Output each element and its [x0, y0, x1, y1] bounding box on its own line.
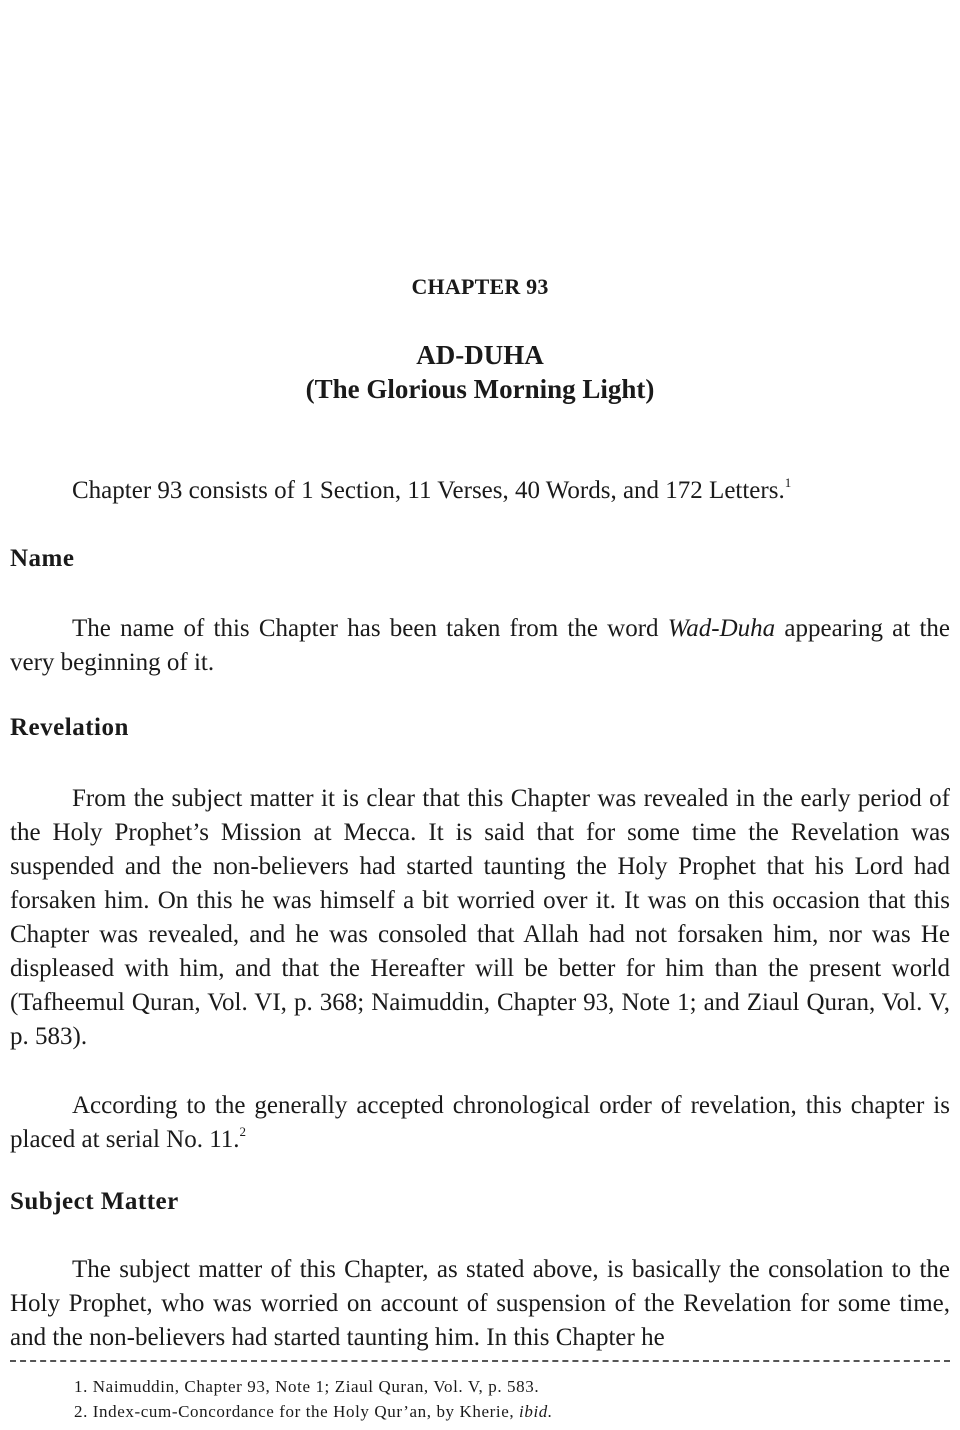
chapter-title: AD-DUHA	[416, 340, 544, 370]
revelation-text-2: According to the generally accepted chronological order of revelation, this chapter is placed at serial No. 11.	[10, 1092, 950, 1153]
footnote-2-italic: ibid.	[519, 1402, 553, 1421]
chapter-subtitle: (The Glorious Morning Light)	[305, 374, 655, 404]
footnote-ref-2: 2	[239, 1124, 247, 1139]
name-italic-word: Wad-Duha	[667, 615, 776, 642]
section-heading-subject-matter: Subject Matter	[10, 1188, 179, 1215]
revelation-paragraph-2	[10, 1089, 950, 1157]
revelation-text-1: From the subject matter it is clear that this Chapter was revealed in the early period of the Holy Prophet’s Mission at Mecca. It is said that for some time the Revelation was suspended and the non-believers had started taunting the Holy Prophet that his Lord had forsaken him. On this he was himself a bit worried over it. It was on this occasion that this Chapter was revealed, and he was consoled that Allah had not forsaken him, nor was He displeased with him, and that the Hereafter will be better for him than the present world (Tafheemul Quran, Vol. VI, p. 368; Naimuddin, Chapter 93, Note 1; and Ziaul Quran, Vol. V, p. 583).	[10, 785, 950, 1050]
name-text-after: appearing at the very beginning of it.	[10, 615, 950, 676]
footnote-divider	[10, 1360, 950, 1362]
subject-matter-paragraph	[10, 1253, 950, 1355]
intro-text: Chapter 93 consists of 1 Section, 11 Verses, 40 Words, and 172 Letters.	[72, 477, 785, 504]
subject-matter-text: The subject matter of this Chapter, as stated above, is basically the consolation to the Holy Prophet, who was worried on account of suspension of the Revelation for some time, and the non-believers had started taunting him. In this Chapter he	[10, 1256, 950, 1351]
footnote-2	[74, 1402, 553, 1422]
footnote-ref-1: 1	[784, 475, 792, 490]
chapter-number: CHAPTER 93	[411, 274, 549, 299]
name-text-before: The name of this Chapter has been taken from the word	[72, 615, 668, 642]
chapter-title-block	[10, 338, 950, 406]
revelation-paragraph-1	[10, 782, 950, 1054]
name-paragraph	[10, 612, 950, 680]
footnote-1: 1. Naimuddin, Chapter 93, Note 1; Ziaul Quran, Vol. V, p. 583.	[74, 1377, 540, 1396]
book-page	[10, 0, 950, 1430]
section-heading-revelation: Revelation	[10, 714, 129, 741]
intro-paragraph	[10, 474, 950, 508]
footnote-2-text: 2. Index-cum-Concordance for the Holy Qur’an, by Kherie,	[74, 1402, 520, 1421]
section-heading-name: Name	[10, 545, 75, 572]
